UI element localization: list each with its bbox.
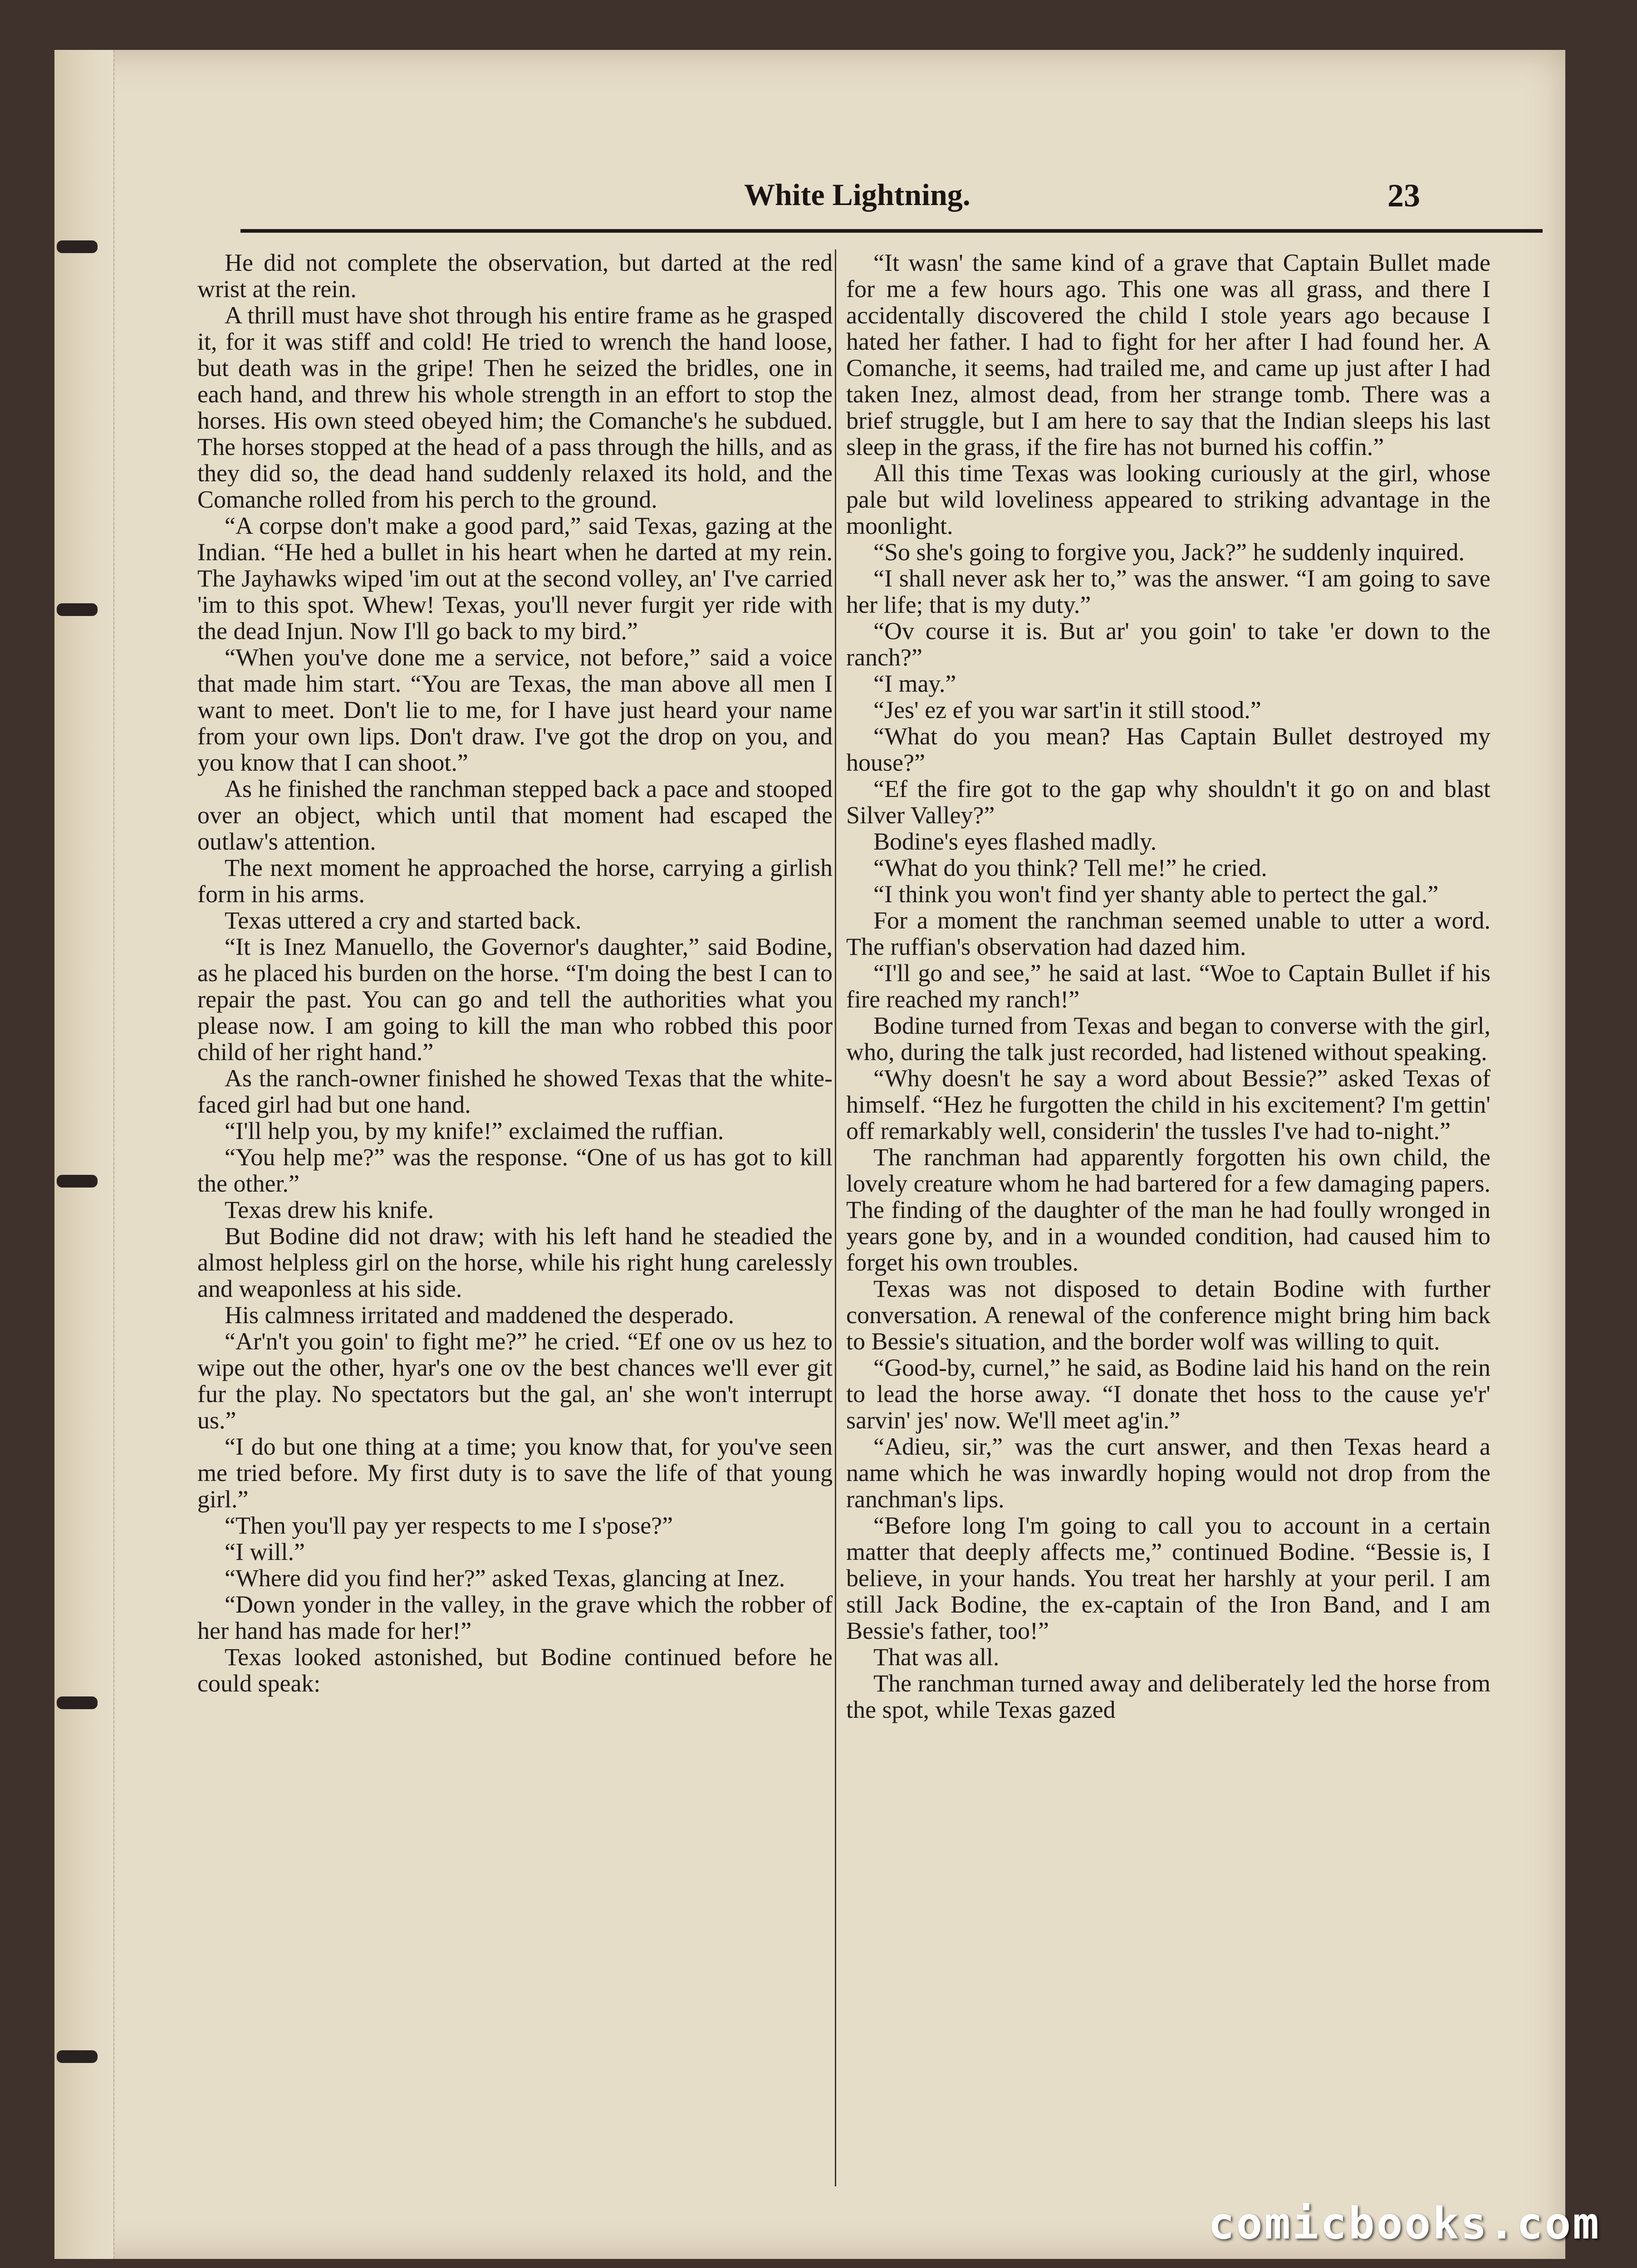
- paragraph: Texas was not disposed to detain Bodine with further conversation. A renewal of the conference might bring him back to Bessie's situation, and the border wolf was willing to quit.: [846, 1275, 1490, 1355]
- page-number: 23: [1387, 177, 1420, 214]
- paragraph: “I'll go and see,” he said at last. “Woe to Captain Bullet if his fire reached my ranch!”: [846, 959, 1490, 1013]
- watermark-logo: comicbooks.com: [1208, 2198, 1601, 2249]
- paragraph: The ranchman had apparently forgotten his own child, the lovely creature whom he had bartered for a few damaging papers. The finding of the daughter of the man he had foully wronged in years gone by, and in a wounded condition, had caused him to forget his own troubles.: [846, 1144, 1490, 1276]
- paragraph: “When you've done me a service, not before,” said a voice that made him start. “You are Texas, the man above all men I want to meet. Don't lie to me, for I have just heard your name from your own lips. Don't draw. I've got the drop on you, and you know that I can shoot.”: [197, 644, 833, 776]
- paragraph: “I do but one thing at a time; you know that, for you've seen me tried before. My first duty is to save the life of that young girl.”: [197, 1433, 833, 1513]
- paragraph: “I shall never ask her to,” was the answer. “I am going to save her life; that is my duty.”: [846, 565, 1490, 618]
- right-text-column: [846, 249, 1490, 1723]
- paragraph: “It is Inez Manuello, the Governor's daughter,” said Bodine, as he placed his burden on the horse. “I'm doing the best I can to repair the past. You can go and tell the authorities what you please now. I am going to kill the man who robbed this poor child of her right hand.”: [197, 933, 833, 1066]
- paragraph: “So she's going to forgive you, Jack?” he suddenly inquired.: [873, 538, 1465, 566]
- column-divider: [835, 249, 836, 2186]
- paragraph: His calmness irritated and maddened the desperado.: [225, 1301, 735, 1329]
- paragraph: “Why doesn't he say a word about Bessie?” asked Texas of himself. “Hez he furgotten the child in his excitement? I'm gettin' off remarkably well, considerin' the tussles I've had to-night.”: [846, 1065, 1490, 1144]
- paragraph: He did not complete the observation, but darted at the red wrist at the rein.: [197, 249, 833, 303]
- paragraph: “Ef the fire got to the gap why shouldn't it go on and blast Silver Valley?”: [846, 775, 1490, 829]
- paragraph: The ranchman turned away and deliberately led the horse from the spot, while Texas gazed: [846, 1670, 1490, 1723]
- paragraph: “What do you mean? Has Captain Bullet destroyed my house?”: [846, 723, 1490, 776]
- paragraph: “Where did you find her?” asked Texas, glancing at Inez.: [225, 1564, 785, 1592]
- paragraph: “Ov course it is. But ar' you goin' to take 'er down to the ranch?”: [846, 617, 1490, 671]
- paragraph: Texas drew his knife.: [225, 1196, 434, 1223]
- paragraph: But Bodine did not draw; with his left hand he steadied the almost helpless girl on the horse, while his right hung carelessly and weaponless at his side.: [197, 1222, 833, 1302]
- binding-stitch: [57, 240, 98, 253]
- left-text-column: [197, 249, 833, 1696]
- paragraph: “What do you think? Tell me!” he cried.: [873, 854, 1267, 881]
- binding-stitch: [57, 2050, 98, 2063]
- paragraph: As the ranch-owner finished he showed Texas that the white-faced girl had but one hand.: [197, 1065, 833, 1118]
- paragraph: Texas uttered a cry and started back.: [225, 907, 582, 934]
- paragraph: “Before long I'm going to call you to account in a certain matter that deeply affects me,” continued Bodine. “Bessie is, I believe, in your hands. You treat her harshly at your peril. I am still Jack Bodine, the ex-captain of the Iron Band, and I am Bessie's father, too!”: [846, 1512, 1490, 1644]
- paragraph: Bodine turned from Texas and began to converse with the girl, who, during the talk just recorded, had listened without speaking.: [846, 1012, 1490, 1066]
- paragraph: Bodine's eyes flashed madly.: [873, 828, 1157, 855]
- paragraph: That was all.: [873, 1643, 1000, 1671]
- paragraph: “I may.”: [873, 670, 956, 697]
- paragraph: Texas looked astonished, but Bodine continued before he could speak:: [197, 1643, 833, 1697]
- paragraph: “Then you'll pay yer respects to me I s'pose?”: [225, 1512, 673, 1539]
- paragraph: “I will.”: [225, 1538, 305, 1565]
- paragraph: A thrill must have shot through his entire frame as he grasped it, for it was stiff and cold! He tried to wrench the hand loose, but death was in the gripe! Then he seized the bridles, one in each hand, and threw his whole strength in an effort to stop the horses. His own steed obeyed him; the Comanche's he subdued. The horses stopped at the head of a pass through the hills, and as they did so, the dead hand suddenly relaxed its hold, and the Comanche rolled from his perch to the ground.: [197, 302, 833, 513]
- binding-stitch: [57, 603, 98, 616]
- header-rule: [240, 229, 1543, 233]
- paragraph: “I'll help you, by my knife!” exclaimed the ruffian.: [225, 1117, 724, 1144]
- paragraph: “Ar'n't you goin' to fight me?” he cried. “Ef one ov us hez to wipe out the other, hyar's one ov the best chances we'll ever git fur the play. No spectators but the gal, an' she won't interrupt us.”: [197, 1328, 833, 1434]
- book-page: [54, 50, 1565, 2259]
- paragraph: “Adieu, sir,” was the curt answer, and then Texas heard a name which he was inwardly hoping would not drop from the ranchman's lips.: [846, 1433, 1490, 1513]
- paragraph: “Good-by, curnel,” he said, as Bodine laid his hand on the rein to lead the horse away. “I donate thet hoss to the cause ye'r' sarvin' jes' now. We'll meet ag'in.”: [846, 1354, 1490, 1434]
- paragraph: For a moment the ranchman seemed unable to utter a word. The ruffian's observation had dazed him.: [846, 907, 1490, 960]
- paragraph: “I think you won't find yer shanty able to pertect the gal.”: [873, 880, 1439, 908]
- paragraph: “Jes' ez ef you war sart'in it still stood.”: [873, 696, 1261, 723]
- running-title: White Lightning.: [744, 177, 970, 212]
- running-header: [240, 168, 1565, 222]
- paragraph: “Down yonder in the valley, in the grave which the robber of her hand has made for her!”: [197, 1591, 833, 1644]
- paragraph: As he finished the ranchman stepped back a pace and stooped over an object, which until that moment had escaped the outlaw's attention.: [197, 775, 833, 855]
- binding-stitch: [57, 1175, 98, 1188]
- binding-stitch: [57, 1696, 98, 1709]
- paragraph: “A corpse don't make a good pard,” said Texas, gazing at the Indian. “He hed a bullet in his heart when he darted at my rein. The Jayhawks wiped 'im out at the second volley, an' I've carried 'im to this spot. Whew! Texas, you'll never furgit yer ride with the dead Injun. Now I'll go back to my bird.”: [197, 512, 833, 645]
- paragraph: “It wasn' the same kind of a grave that Captain Bullet made for me a few hours ago. This one was all grass, and there I accidentally discovered the child I stole years ago because I hated her father. I had to fight for her after I had found her. A Comanche, it seems, had trailed me, and came up just after I had taken Inez, almost dead, from her strange tomb. There was a brief struggle, but I am here to say that the Indian sleeps his last sleep in the grass, if the fire has not burned his coffin.”: [846, 249, 1490, 460]
- paragraph: All this time Texas was looking curiously at the girl, whose pale but wild loveliness appeared to striking advantage in the moonlight.: [846, 459, 1490, 539]
- paragraph: “You help me?” was the response. “One of us has got to kill the other.”: [197, 1144, 833, 1197]
- binding-gutter: [54, 50, 114, 2259]
- paragraph: The next moment he approached the horse, carrying a girlish form in his arms.: [197, 854, 833, 908]
